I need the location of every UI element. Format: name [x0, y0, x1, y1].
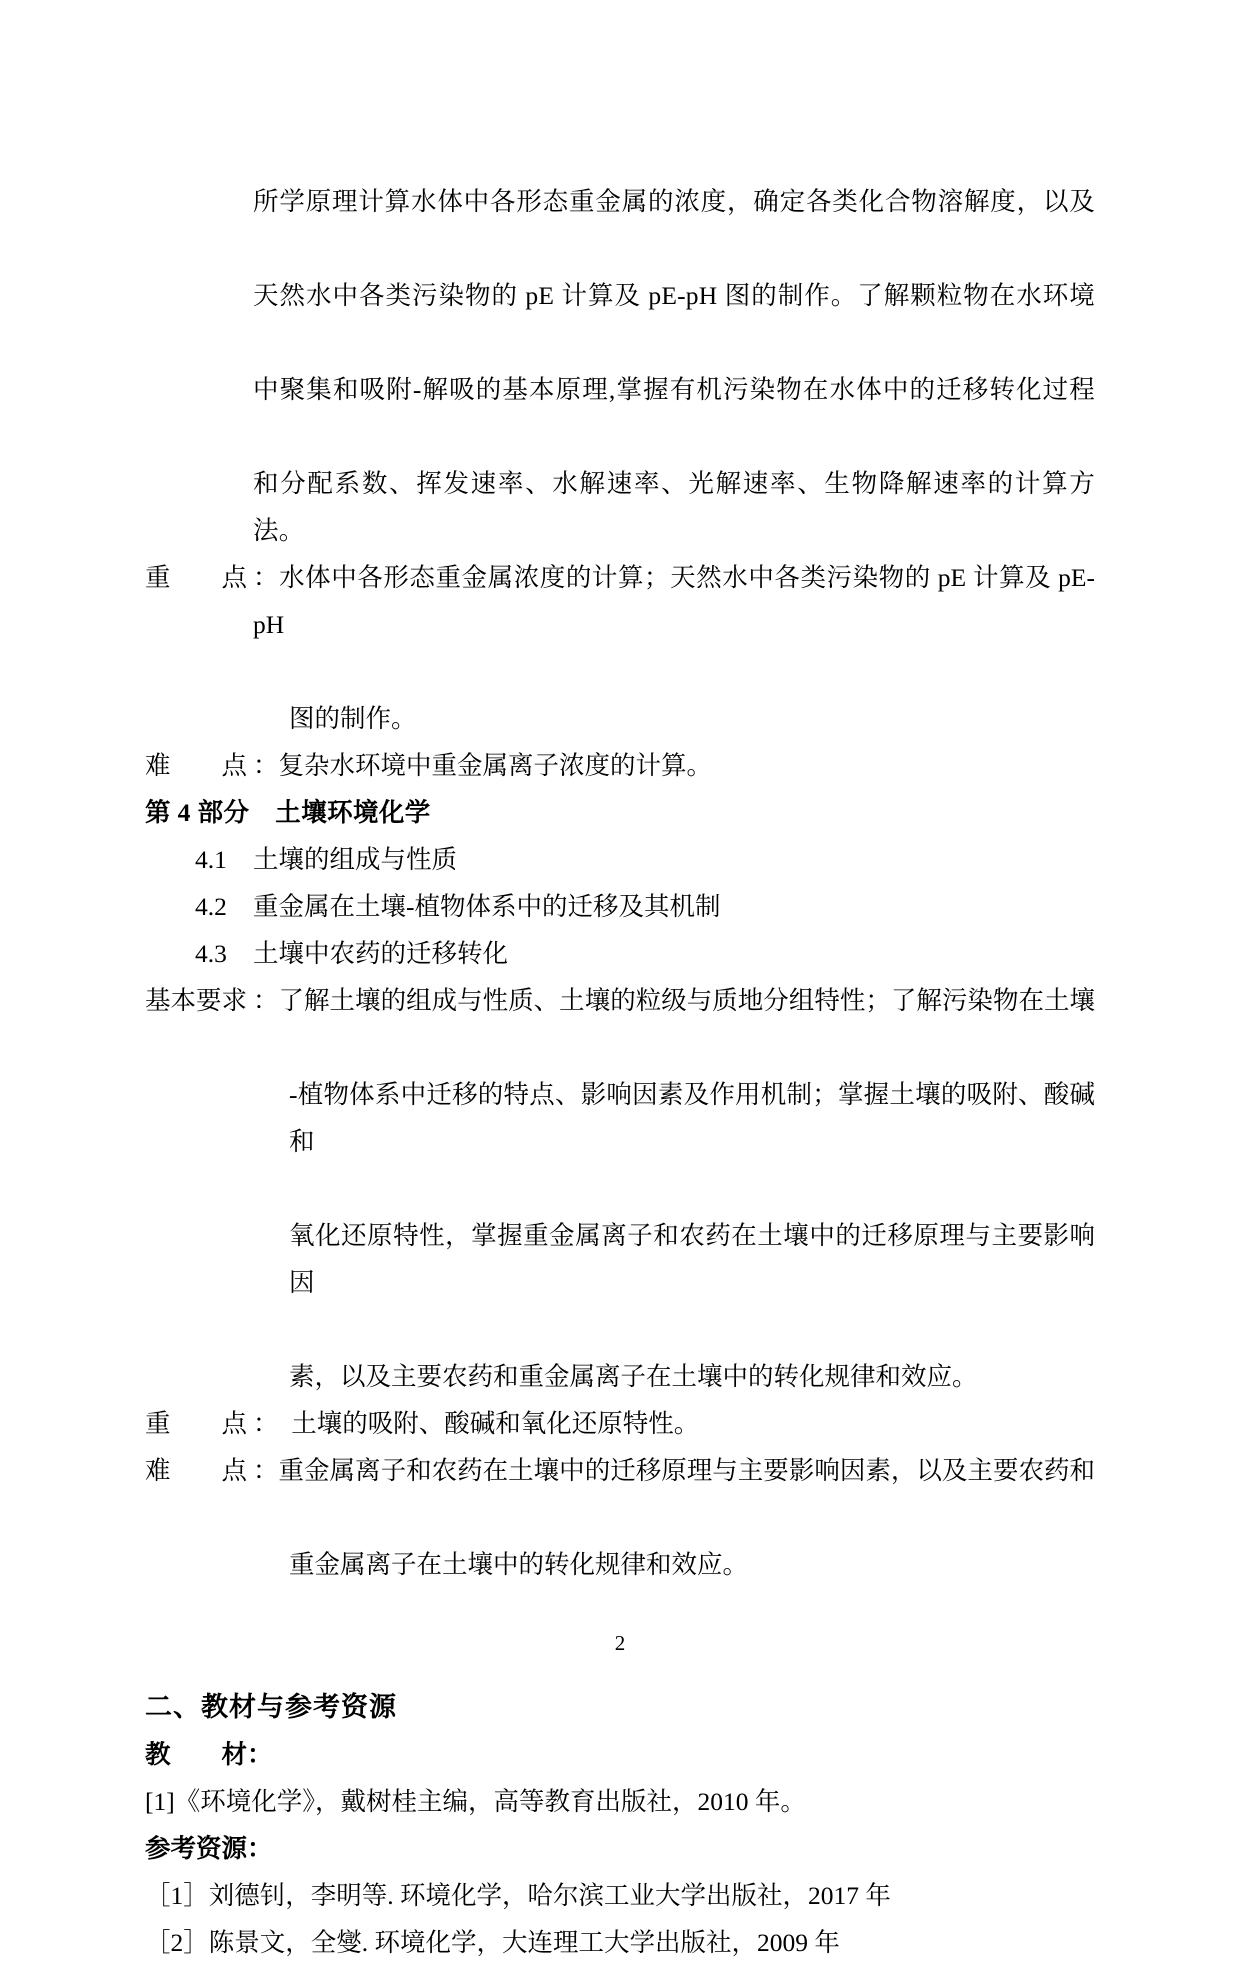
text-line: -植物体系中迁移的特点、影响因素及作用机制；掌握土壤的吸附、酸碱和	[289, 1080, 1095, 1156]
text-line: ：了解土壤的组成与性质、土壤的粒级与质地分组特性；了解污染物在土壤	[253, 986, 1095, 1015]
part4-item-4-1	[145, 836, 1095, 883]
soil-key-point-row	[145, 1400, 1095, 1447]
text-line: 氧化还原特性，掌握重金属离子和农药在土壤中的迁移原理与主要影响因	[289, 1221, 1095, 1297]
basic-requirements-body	[253, 977, 1095, 1400]
reference-entry: ［2］陈景文，全燮. 环境化学，大连理工大学出版社，2009 年	[145, 1928, 840, 1957]
text-line: ：水体中各形态重金属浓度的计算；天然水中各类污染物的 pE 计算及 pE-pH	[253, 563, 1095, 639]
part4-item-4-3	[145, 930, 1095, 977]
paragraph-line: 天然水中各类污染物的 pE 计算及 pE-pH 图的制作。了解颗粒物在水环境	[253, 281, 1095, 310]
textbook-entry: [1]《环境化学》，戴树桂主编，高等教育出版社，2010 年。	[145, 1787, 806, 1816]
soil-key-point-label: 重 点	[145, 1409, 248, 1438]
soil-difficult-point-label: 难 点	[145, 1456, 248, 1485]
water-key-point-row	[145, 554, 1095, 742]
water-difficult-point-body	[253, 742, 1095, 789]
basic-requirements-label: 基本要求	[145, 986, 248, 1015]
references-label: 参考资源：	[145, 1834, 273, 1863]
text-line: ：重金属离子和农药在土壤中的迁移原理与主要影响因素，以及主要农药和	[253, 1456, 1095, 1485]
reference-entry: ［1］刘德钊，李明等. 环境化学，哈尔滨工业大学出版社，2017 年	[145, 1881, 891, 1910]
part4-item-4-2	[145, 883, 1095, 930]
text-line: 图的制作。	[289, 704, 417, 733]
continuation-paragraph	[145, 178, 1095, 554]
text-line: 素，以及主要农药和重金属离子在土壤中的转化规律和效应。	[289, 1362, 978, 1391]
page-content	[145, 178, 1095, 1966]
section-two-heading: 二、教材与参考资源	[145, 1692, 397, 1722]
item-title: 土壤中农药的迁移转化	[253, 939, 509, 968]
water-difficult-point-row	[145, 742, 1095, 789]
text-line: ：复杂水环境中重金属离子浓度的计算。	[253, 751, 713, 780]
soil-difficult-point-row	[145, 1447, 1095, 1588]
paragraph-line: 和分配系数、挥发速率、水解速率、光解速率、生物降解速率的计算方法。	[253, 469, 1095, 545]
water-key-point-label: 重 点	[145, 563, 248, 592]
item-number: 4.3	[195, 939, 227, 968]
paragraph-line: 中聚集和吸附-解吸的基本原理,掌握有机污染物在水体中的迁移转化过程	[253, 375, 1095, 404]
text-line: 重金属离子在土壤中的转化规律和效应。	[289, 1550, 749, 1579]
part4-heading: 第 4 部分 土壤环境化学	[145, 798, 431, 827]
paragraph-line: 所学原理计算水体中各形态重金属的浓度，确定各类化合物溶解度，以及	[253, 187, 1095, 216]
page-number: 2	[614, 1631, 626, 1655]
text-line: ： 土壤的吸附、酸碱和氧化还原特性。	[253, 1409, 700, 1438]
item-number: 4.2	[195, 892, 227, 921]
item-title: 土壤的组成与性质	[253, 845, 458, 874]
soil-difficult-point-body	[253, 1447, 1095, 1588]
soil-key-point-body	[253, 1400, 1095, 1447]
item-title: 重金属在土壤-植物体系中的迁移及其机制	[253, 892, 721, 921]
water-difficult-point-label: 难 点	[145, 751, 248, 780]
textbook-label: 教 材：	[145, 1740, 273, 1769]
item-number: 4.1	[195, 845, 227, 874]
water-key-point-body	[253, 554, 1095, 742]
basic-requirements-row	[145, 977, 1095, 1400]
